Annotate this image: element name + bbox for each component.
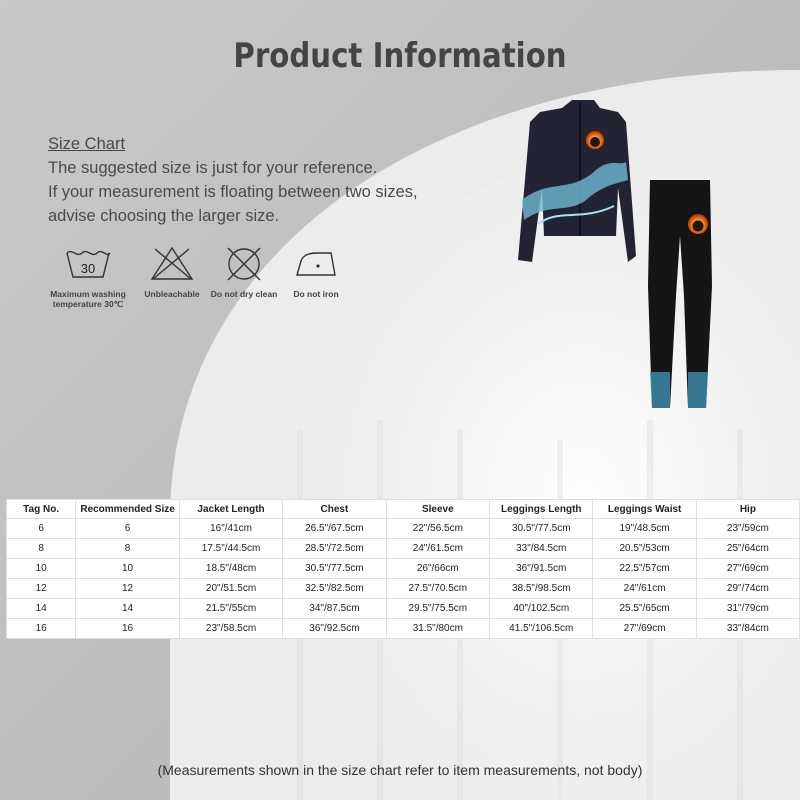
table-cell: 12: [76, 579, 180, 599]
table-cell: 21.5"/55cm: [179, 599, 282, 619]
table-cell: 22.5"/57cm: [593, 559, 696, 579]
size-chart-intro: [48, 132, 468, 228]
table-cell: 23"/59cm: [696, 519, 799, 539]
table-cell: 22"/56.5cm: [386, 519, 489, 539]
table-cell: 30.5"/77.5cm: [490, 519, 593, 539]
column-header: Sleeve: [386, 500, 489, 519]
table-cell: 24"/61cm: [593, 579, 696, 599]
table-cell: 34"/87.5cm: [283, 599, 386, 619]
size-chart-heading: Size Chart: [48, 135, 126, 153]
product-image: [510, 96, 760, 426]
table-cell: 26.5"/67.5cm: [283, 519, 386, 539]
column-header: Leggings Length: [490, 500, 593, 519]
table-cell: 18.5"/48cm: [179, 559, 282, 579]
wash-30-icon: [63, 245, 113, 281]
table-cell: 6: [76, 519, 180, 539]
intro-line: advise choosing the larger size.: [48, 207, 280, 225]
measurement-footnote: (Measurements shown in the size chart refer to item measurements, not body): [157, 762, 643, 778]
table-row: [7, 599, 800, 619]
column-header: Jacket Length: [179, 500, 282, 519]
care-instructions: [40, 245, 360, 315]
column-header: Hip: [696, 500, 799, 519]
leggings-image: [648, 180, 712, 408]
table-cell: 20"/51.5cm: [179, 579, 282, 599]
table-cell: 29"/74cm: [696, 579, 799, 599]
table-row: [7, 619, 800, 639]
table-cell: 19"/48.5cm: [593, 519, 696, 539]
no-iron-icon: [291, 245, 341, 281]
table-row: [7, 519, 800, 539]
intro-line: If your measurement is floating between two sizes,: [48, 183, 418, 201]
table-cell: 24"/61.5cm: [386, 539, 489, 559]
table-cell: 28.5"/72.5cm: [283, 539, 386, 559]
page-title: Product Information: [233, 36, 567, 76]
table-cell: 30.5"/77.5cm: [283, 559, 386, 579]
no-bleach-icon: [147, 245, 197, 281]
table-cell: 40"/102.5cm: [490, 599, 593, 619]
table-cell: 31"/79cm: [696, 599, 799, 619]
table-cell: 33"/84.5cm: [490, 539, 593, 559]
care-label: Do not dry clean: [210, 289, 278, 299]
care-label: Do not iron: [293, 289, 339, 299]
table-cell: 12: [7, 579, 76, 599]
table-cell: 27"/69cm: [696, 559, 799, 579]
table-cell: 32.5"/82.5cm: [283, 579, 386, 599]
table-cell: 6: [7, 519, 76, 539]
column-header: Leggings Waist: [593, 500, 696, 519]
table-cell: 8: [7, 539, 76, 559]
table-cell: 36"/91.5cm: [490, 559, 593, 579]
table-cell: 16: [76, 619, 180, 639]
table-cell: 25"/64cm: [696, 539, 799, 559]
table-row: [7, 559, 800, 579]
care-label: Maximum washing: [50, 289, 126, 299]
table-cell: 25.5"/65cm: [593, 599, 696, 619]
jacket-image: [518, 100, 636, 262]
column-header: Tag No.: [7, 500, 76, 519]
table-cell: 17.5"/44.5cm: [179, 539, 282, 559]
table-cell: 16"/41cm: [179, 519, 282, 539]
table-cell: 27.5"/70.5cm: [386, 579, 489, 599]
table-cell: 23"/58.5cm: [179, 619, 282, 639]
table-cell: 10: [7, 559, 76, 579]
care-label: temperature 30℃: [52, 299, 124, 309]
table-cell: 33"/84cm: [696, 619, 799, 639]
column-header: Chest: [283, 500, 386, 519]
table-cell: 16: [7, 619, 76, 639]
table-cell: 29.5"/75.5cm: [386, 599, 489, 619]
wash-temperature: 30: [80, 261, 96, 276]
table-cell: 14: [76, 599, 180, 619]
no-dry-clean-icon: [219, 245, 269, 281]
table-row: [7, 539, 800, 559]
column-header: Recommended Size: [76, 500, 180, 519]
table-cell: 20.5"/53cm: [593, 539, 696, 559]
table-cell: 8: [76, 539, 180, 559]
care-item-iron: [276, 245, 356, 299]
table-cell: 31.5"/80cm: [386, 619, 489, 639]
care-item-dry-clean: [204, 245, 284, 299]
table-cell: 36"/92.5cm: [283, 619, 386, 639]
table-header-row: [7, 500, 800, 519]
intro-line: The suggested size is just for your reference.: [48, 159, 378, 177]
table-cell: 38.5"/98.5cm: [490, 579, 593, 599]
care-item-bleach: [132, 245, 212, 299]
size-table: [6, 499, 800, 639]
table-cell: 26"/66cm: [386, 559, 489, 579]
table-cell: 41.5"/106.5cm: [490, 619, 593, 639]
care-item-wash: [48, 245, 128, 309]
care-label: Unbleachable: [144, 289, 200, 299]
table-cell: 14: [7, 599, 76, 619]
table-row: [7, 579, 800, 599]
table-cell: 10: [76, 559, 180, 579]
table-cell: 27"/69cm: [593, 619, 696, 639]
